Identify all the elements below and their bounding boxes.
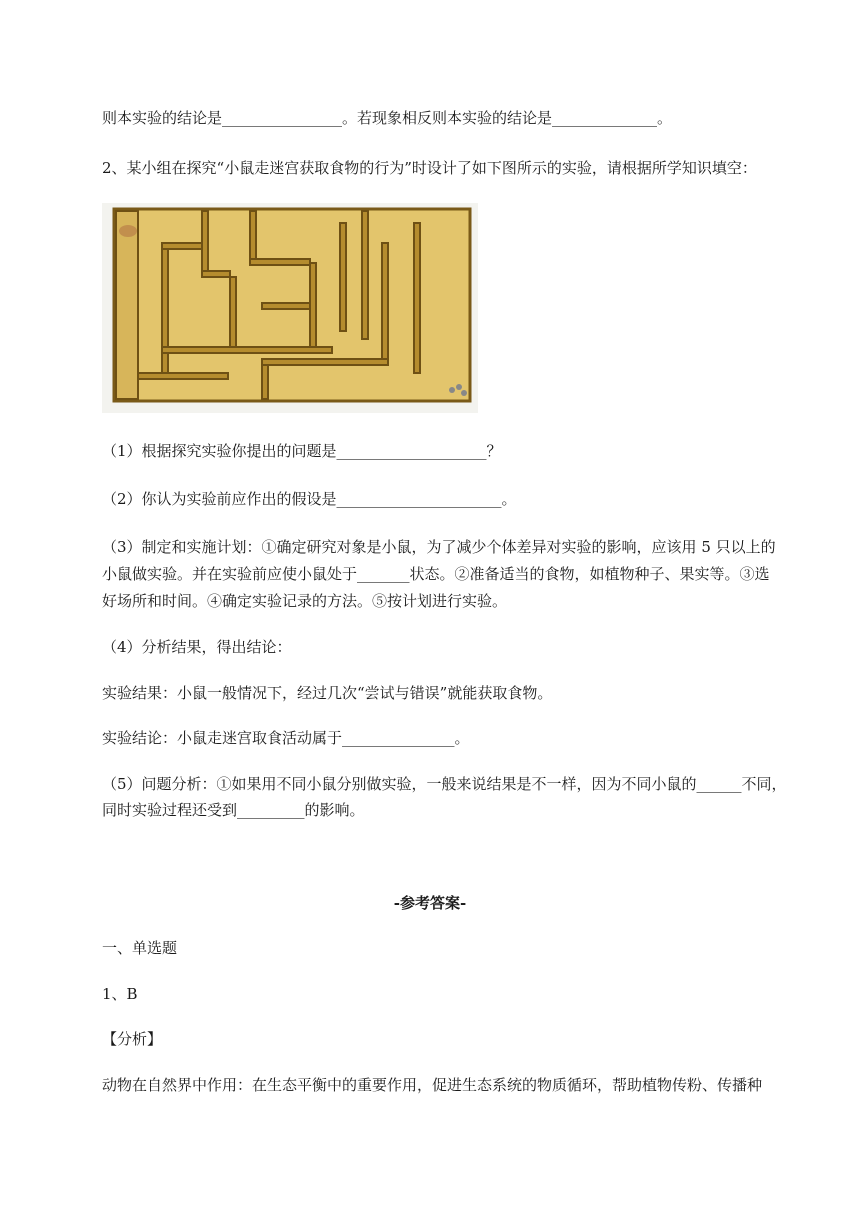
answer-title: -参考答案-	[393, 894, 467, 912]
experiment-result: 实验结果：小鼠一般情况下，经过几次“尝试与错误”就能获取食物。	[102, 684, 553, 702]
sub-question-3: （3）制定和实施计划：①确定研究对象是小鼠，为了减少个体差异对实验的影响，应该用 5 只以上的	[102, 538, 776, 556]
text-line: 好场所和时间。④确定实验记录的方法。⑤按计划进行实验。	[102, 592, 508, 610]
maze-image	[102, 203, 478, 413]
text-line: 则本实验的结论是________________。若现象相反则本实验的结论是______________。	[102, 109, 673, 127]
text-line: 同时实验过程还受到_________的影响。	[102, 801, 365, 819]
sub-question-5: （5）问题分析：①如果用不同小鼠分别做实验，一般来说结果是不一样，因为不同小鼠的______不同，	[102, 775, 787, 793]
answer-item: 1、B	[102, 985, 138, 1003]
analysis-text: 动物在自然界中作用：在生态平衡中的重要作用，促进生态系统的物质循环，帮助植物传粉、传播种	[102, 1076, 763, 1094]
sub-question-1: （1）根据探究实验你提出的问题是____________________？	[102, 442, 502, 460]
experiment-conclusion: 实验结论：小鼠走迷宫取食活动属于_______________。	[102, 729, 470, 747]
analysis-label: 【分析】	[102, 1030, 163, 1048]
text-line: 小鼠做实验。并在实验前应使小鼠处于_______状态。②准备适当的食物，如植物种子、果实等。③选	[102, 565, 770, 583]
section-heading: 一、单选题	[102, 939, 178, 957]
sub-question-2: （2）你认为实验前应作出的假设是______________________。	[102, 490, 517, 508]
question-2: 2、某小组在探究“小鼠走迷宫获取食物的行为”时设计了如下图所示的实验，请根据所学知识填空：	[102, 159, 757, 177]
sub-question-4: （4）分析结果，得出结论：	[102, 638, 292, 656]
